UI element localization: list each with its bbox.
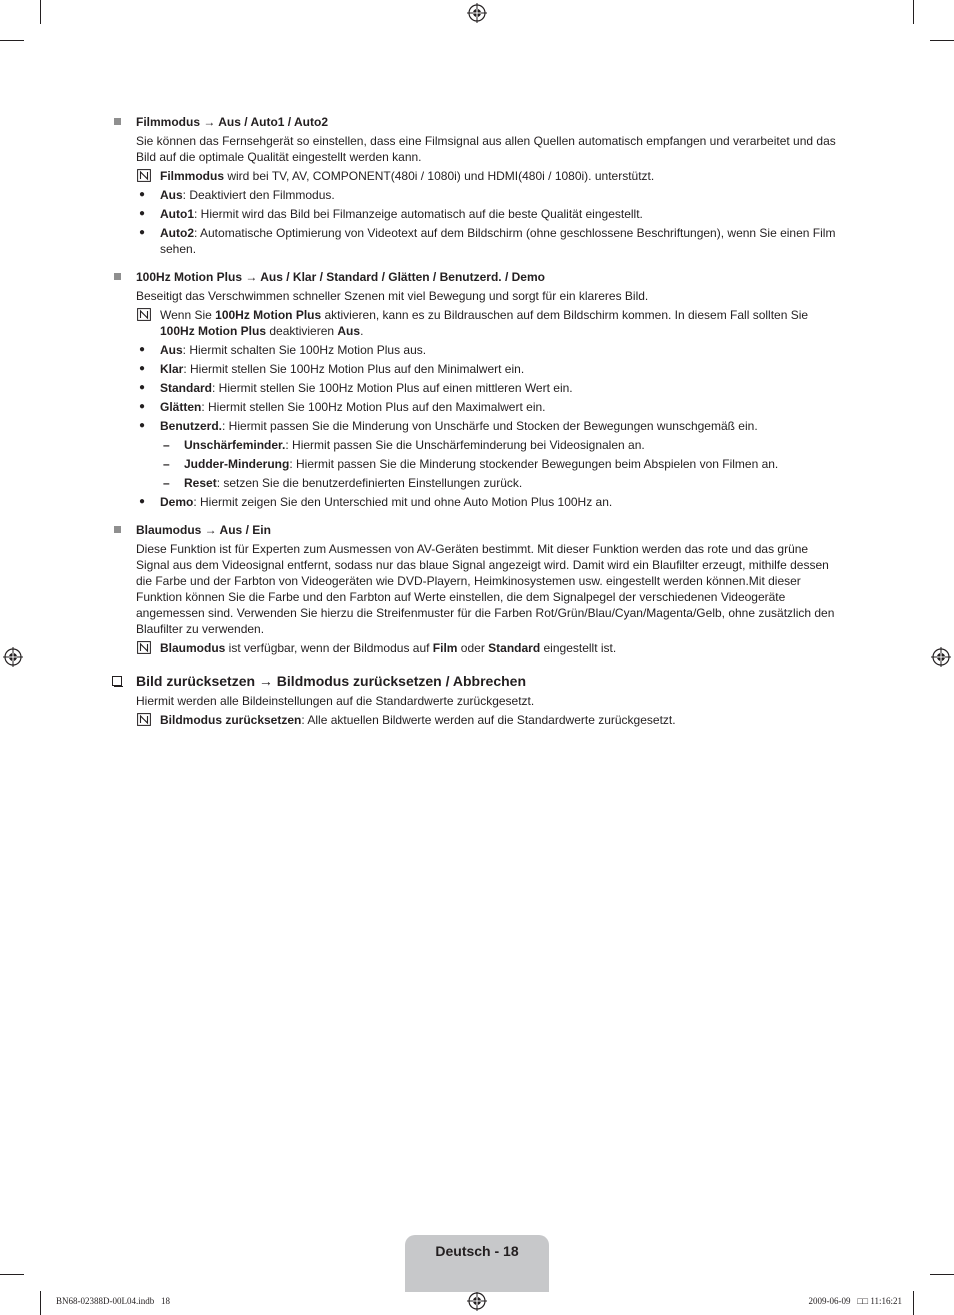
note-text: Wenn Sie xyxy=(160,308,216,322)
bullet-icon: ● xyxy=(139,189,146,200)
sub-item xyxy=(136,475,836,491)
list-item xyxy=(136,361,836,377)
section-heading: Blaumodus → Aus / Ein xyxy=(136,523,271,537)
crop-mark xyxy=(930,40,954,41)
section-bild-zuruecksetzen xyxy=(110,672,836,728)
item-text: : setzen Sie die benutzerdefinierten Einstellungen zurück. xyxy=(216,476,523,490)
item-term: Unschärfeminder. xyxy=(184,438,286,452)
note xyxy=(136,168,836,184)
note-bold: Filmmodus xyxy=(160,169,225,183)
list-item xyxy=(136,225,836,257)
item-term: Auto2 xyxy=(160,226,194,240)
item-text: : Hiermit wird das Bild bei Filmanzeige automatisch auf die beste Qualität eingestellt. xyxy=(194,207,643,221)
note-bold: 100Hz Motion Plus xyxy=(160,324,267,338)
list-item xyxy=(136,494,836,510)
crop-mark xyxy=(913,1291,914,1315)
sub-item xyxy=(136,456,836,472)
registration-mark-icon xyxy=(3,647,23,667)
note-icon xyxy=(137,169,151,182)
page-content xyxy=(110,114,836,728)
bullet-icon: ● xyxy=(139,382,146,393)
item-text: : Automatische Optimierung von Videotext auf dem Bildschirm (ohne geschlossene Beschriftungen), wenn Sie einen Film sehen. xyxy=(160,226,836,256)
item-term: Reset xyxy=(184,476,217,490)
list-item xyxy=(136,399,836,415)
item-term: Judder-Minderung xyxy=(184,457,290,471)
item-term: Aus xyxy=(160,343,183,357)
footer-timestamp: 2009-06-09 □□ 11:16:21 xyxy=(808,1296,902,1306)
item-text: : Hiermit passen Sie die Unschärfeminderung bei Videosignalen an. xyxy=(285,438,645,452)
section-heading: Bild zurücksetzen → Bildmodus zurücksetzen / Abbrechen xyxy=(136,673,526,689)
item-text: : Hiermit schalten Sie 100Hz Motion Plus aus. xyxy=(182,343,427,357)
note-text: deaktivieren xyxy=(266,324,338,338)
note-bold: Standard xyxy=(488,641,541,655)
sub-item xyxy=(136,437,836,453)
note-icon xyxy=(137,713,151,726)
crop-mark xyxy=(0,40,24,41)
list-item xyxy=(136,187,836,203)
list-item xyxy=(136,342,836,358)
dash-icon: – xyxy=(163,457,170,471)
crop-mark xyxy=(40,1291,41,1315)
note-text: : Alle aktuellen Bildwerte werden auf die Standardwerte zurückgesetzt. xyxy=(301,713,676,727)
registration-mark-icon xyxy=(467,3,487,23)
crop-mark xyxy=(913,0,914,24)
bullet-icon: ● xyxy=(139,363,146,374)
item-text: : Hiermit passen Sie die Minderung stockender Bewegungen beim Abspielen von Filmen an. xyxy=(289,457,779,471)
page-number-tab: Deutsch - 18 xyxy=(405,1235,549,1292)
note-text: . xyxy=(360,324,364,338)
bullet-icon: ● xyxy=(139,344,146,355)
item-term: Klar xyxy=(160,362,184,376)
note-bold: Aus xyxy=(337,324,361,338)
list-item xyxy=(136,418,836,434)
registration-mark-icon xyxy=(931,647,951,667)
item-text: : Hiermit passen Sie die Minderung von Unschärfe und Stocken der Bewegungen wunschgemäß ein. xyxy=(222,419,758,433)
note-bold: Bildmodus zurücksetzen xyxy=(160,713,302,727)
item-term: Benutzerd. xyxy=(160,419,223,433)
note-icon xyxy=(137,308,151,321)
section-heading: Filmmodus → Aus / Auto1 / Auto2 xyxy=(136,115,328,129)
item-term: Demo xyxy=(160,495,194,509)
note xyxy=(136,307,836,339)
item-term: Aus xyxy=(160,188,183,202)
bullet-icon: ● xyxy=(139,420,146,431)
note-bold: 100Hz Motion Plus xyxy=(215,308,322,322)
note-text: eingestellt ist. xyxy=(540,641,617,655)
section-intro: Diese Funktion ist für Experten zum Ausmessen von AV-Geräten bestimmt. Mit dieser Funktion werden das rote und das grüne Signal aus dem Videosignal entfernt, sodass nur das blaue Signal angezeigt wird. Damit wird ein Blaufilter erzeugt, mithilfe dessen die Farbe und der Farbton von Videogeräten wie DVD-Playern, Heimkinosystemen usw. eingestellt werden können.Mit dieser Funktion können Sie die Farbe und den Farbton auf Werte einstellen, die dem Signalpegel der verschiedenen Videogeräte angemessen sind. Verwenden Sie hierzu die Streifenmuster für die Farben Rot/Grün/Blau/Cyan/Magenta/Gelb, ohne zusätzlich den Blaufilter zu verwenden. xyxy=(136,542,835,636)
section-filmmodus xyxy=(110,114,836,257)
note-text: wird bei TV, AV, COMPONENT(480i / 1080i) und HDMI(480i / 1080i). unterstützt. xyxy=(224,169,655,183)
item-text: : Hiermit zeigen Sie den Unterschied mit und ohne Auto Motion Plus 100Hz an. xyxy=(193,495,613,509)
item-text: : Hiermit stellen Sie 100Hz Motion Plus auf den Maximalwert ein. xyxy=(201,400,546,414)
note-text: oder xyxy=(457,641,489,655)
bullet-icon: ● xyxy=(139,208,146,219)
section-heading: 100Hz Motion Plus → Aus / Klar / Standard / Glätten / Benutzerd. / Demo xyxy=(136,270,545,284)
note xyxy=(136,640,836,656)
dash-icon: – xyxy=(163,438,170,452)
list-item xyxy=(136,380,836,396)
section-blaumodus xyxy=(110,522,836,656)
item-term: Auto1 xyxy=(160,207,194,221)
registration-mark-icon xyxy=(467,1291,487,1311)
list-item xyxy=(136,206,836,222)
item-term: Glätten xyxy=(160,400,202,414)
crop-mark xyxy=(930,1274,954,1275)
bullet-icon: ● xyxy=(139,401,146,412)
note-text: aktivieren, kann es zu Bildrauschen auf dem Bildschirm kommen. In diesem Fall sollten Sie xyxy=(321,308,809,322)
note xyxy=(136,712,836,728)
section-intro: Beseitigt das Verschwimmen schneller Szenen mit viel Bewegung und sorgt für ein klareres Bild. xyxy=(136,289,649,303)
note-bold: Film xyxy=(432,641,458,655)
checkbox-icon xyxy=(112,676,122,686)
note-bold: Blaumodus xyxy=(160,641,226,655)
square-bullet-icon xyxy=(114,118,121,125)
section-motion-plus xyxy=(110,269,836,510)
square-bullet-icon xyxy=(114,526,121,533)
note-icon xyxy=(137,641,151,654)
crop-mark xyxy=(0,1274,24,1275)
square-bullet-icon xyxy=(114,273,121,280)
section-intro: Sie können das Fernsehgerät so einstellen, dass eine Filmsignal aus allen Quellen automatisch empfangen und verarbeitet und das Bild auf die optimale Qualität eingestellt werden kann. xyxy=(136,134,836,164)
footer-file-name: BN68-02388D-00L04.indb 18 xyxy=(56,1296,170,1306)
dash-icon: – xyxy=(163,476,170,490)
item-text: : Hiermit stellen Sie 100Hz Motion Plus auf den Minimalwert ein. xyxy=(183,362,525,376)
bullet-icon: ● xyxy=(139,227,146,238)
crop-mark xyxy=(40,0,41,24)
item-text: : Deaktiviert den Filmmodus. xyxy=(182,188,335,202)
section-intro: Hiermit werden alle Bildeinstellungen auf die Standardwerte zurückgesetzt. xyxy=(136,694,535,708)
bullet-icon: ● xyxy=(139,496,146,507)
item-text: : Hiermit stellen Sie 100Hz Motion Plus auf einen mittleren Wert ein. xyxy=(212,381,573,395)
note-text: ist verfügbar, wenn der Bildmodus auf xyxy=(225,641,433,655)
item-term: Standard xyxy=(160,381,213,395)
